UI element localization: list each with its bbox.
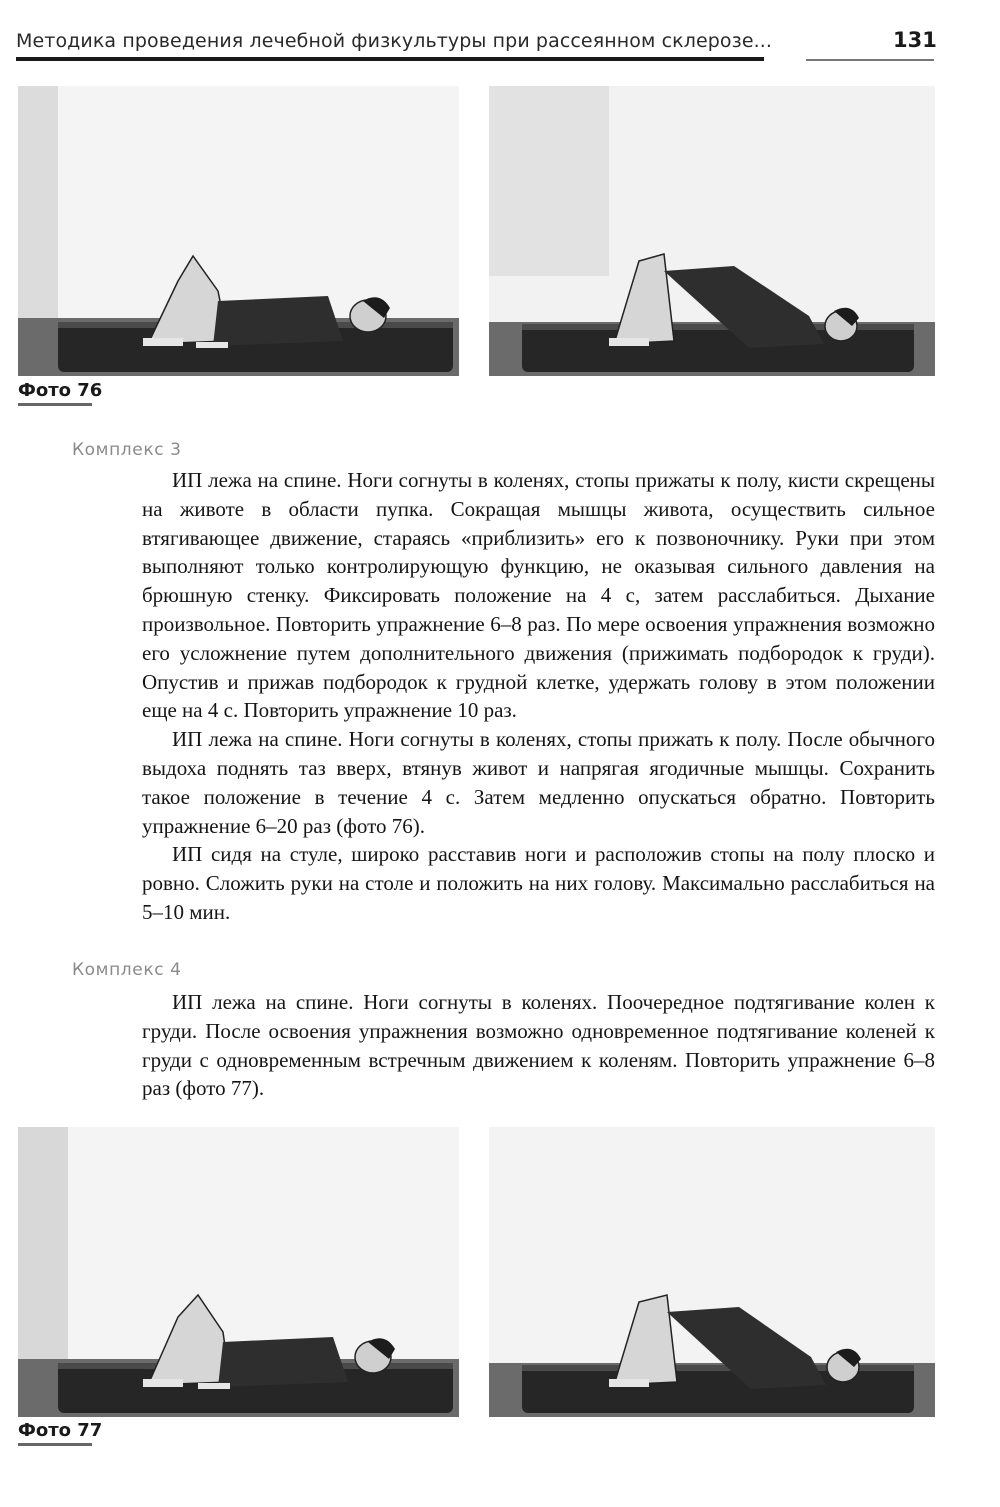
photo-77-bridge — [489, 1127, 935, 1417]
header-rule — [16, 57, 764, 61]
paragraph: ИП лежа на спине. Ноги согнуты в коленях. Поочередное подтягивание колен к груди. После освоения упражнения возможно одновременное подтягивание коленей к груди с одновременным встречным движением к коленям. Повторить упражнение 6–8 раз (фото 77). — [142, 990, 935, 1101]
figure-caption: Фото 76 — [18, 380, 103, 401]
paragraph: ИП лежа на спине. Ноги согнуты в коленях, стопы прижать к полу. После обычного выдоха поднять таз вверх, втянув живот и напрягая ягодичные мышцы. Сохранить такое положение в течение 4 с. Затем медленно опускаться обратно. Повторить упражнение 6–20 раз (фото 76). — [142, 727, 935, 838]
photo-76-lying — [18, 86, 459, 376]
section-heading: Комплекс 4 — [72, 960, 182, 980]
paragraph: ИП лежа на спине. Ноги согнуты в коленях, стопы прижаты к полу, кисти скрещены на животе в области пупка. Сокращая мышцы живота, осуществить сильное втягивающее движение, стараясь «приблизить» его к позвоночнику. Руки при этом выполняют только контролирующую функцию, не оказывая сильного давления на брюшную стенку. Фиксировать положение на 4 с, затем расслабиться. Дыхание произвольное. Повторить упражнение 6–8 раз. По мере освоения упражнения возможно его усложнение путем дополнительного движения (прижимать подбородок к груди). Опустив и прижав подбородок к грудной клетке, удержать голову в этом положении еще на 4 с. Повторить упражнение 10 раз. — [142, 468, 935, 723]
figure-caption: Фото 77 — [18, 1420, 103, 1441]
section-body — [142, 988, 935, 1103]
paragraph: ИП сидя на стуле, широко расставив ноги и расположив стопы на полу плоско и ровно. Сложить руки на столе и положить на них голову. Максимально расслабиться на 5–10 мин. — [142, 842, 935, 924]
header-rule-short — [806, 59, 934, 61]
section-heading: Комплекс 3 — [72, 440, 182, 460]
page-number: 131 — [893, 28, 937, 52]
caption-underline — [18, 403, 92, 406]
photo-76-bridge — [489, 86, 935, 376]
photo-77-lying — [18, 1127, 459, 1417]
caption-underline — [18, 1443, 92, 1446]
section-body — [142, 466, 935, 927]
running-title: Методика проведения лечебной физкультуры при рассеянном склерозе... — [16, 30, 773, 52]
